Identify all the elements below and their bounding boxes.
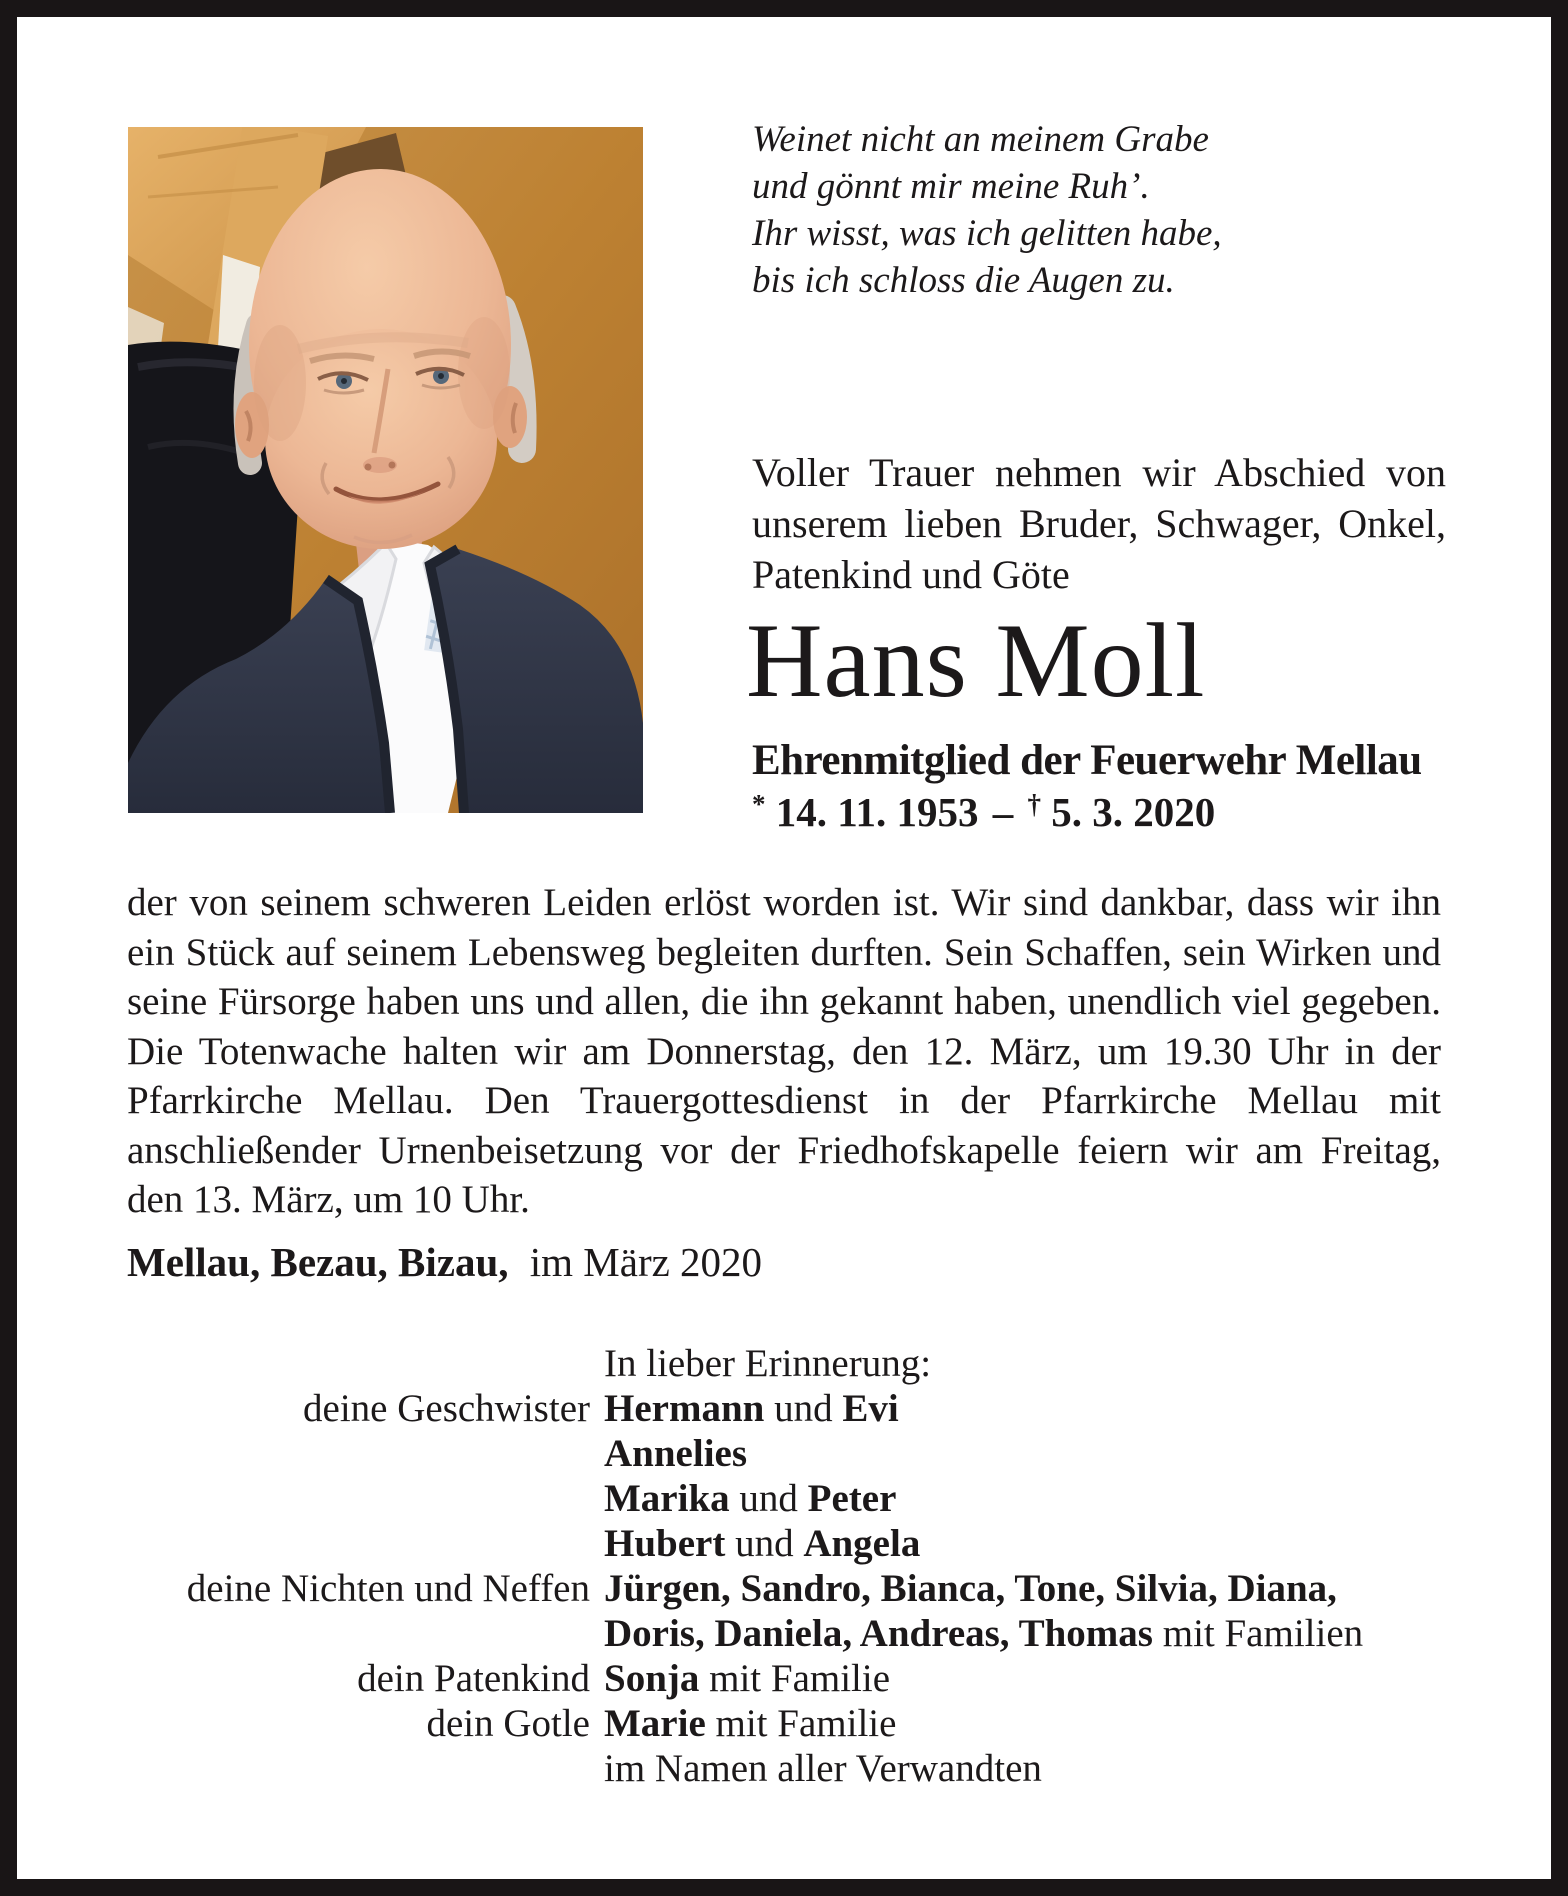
names-connector-text: und [764,1387,843,1430]
death-date: 5. 3. 2020 [1051,789,1216,835]
mourner-name: Angela [803,1522,921,1565]
remembrance-names [604,1476,1441,1521]
mourner-name: Doris, Daniela, Andreas, Thomas [604,1612,1153,1655]
remembrance-names [604,1431,1441,1476]
mourner-name: Annelies [604,1432,748,1475]
mourner-name: Peter [807,1477,897,1520]
mourner-name: Sonja [604,1657,700,1700]
remembrance-heading: In lieber Erinnerung: [604,1342,932,1385]
deceased-name: Hans Moll [746,602,1206,719]
remembrance-relation-label: dein Patenkind [357,1657,590,1700]
remembrance-names [604,1746,1441,1791]
poem-line: Ihr wisst, was ich gelitten habe, [752,213,1222,254]
remembrance-heading-spacer [127,1341,590,1386]
obituary-body: der von seinem schweren Leiden erlöst worden ist. Wir sind dankbar, dass wir ihn ein Stück auf seinem Lebensweg begleiten durften. Sein Schaffen, sein Wirken und seine Fürsorge haben uns und allen, die ihn gekannt haben, unendlich viel gegeben. Die Totenwache halten wir am Donnerstag, den 12. März, um 19.30 Uhr in der Pfarrkirche Mellau. Den Trauergottesdienst in der Pfarrkirche Mellau mit anschließender Urnenbeisetzung vor der Friedhofskapelle feiern wir am Freitag, den 13. März, um 10 Uhr. [127,881,1441,1221]
life-dates [752,788,1215,836]
honorary-title: Ehrenmitglied der Feuerwehr Mellau [752,737,1422,784]
names-connector-text: mit Familie [699,1657,891,1700]
poem-line: Weinet nicht an meinem Grabe [752,119,1209,160]
dates-separator: – [992,789,1014,835]
remembrance-names [604,1611,1441,1656]
remembrance-relation-label [127,1431,590,1476]
death-dagger-symbol: † [1027,789,1041,819]
names-connector-text: mit Familien [1152,1612,1364,1655]
remembrance-list [127,1341,1441,1791]
remembrance-relation-label [127,1476,590,1521]
mourner-name: Marika [604,1477,730,1520]
place-date: im März 2020 [529,1239,763,1285]
remembrance-relation-label [127,1746,590,1791]
remembrance-relation-label: deine Nichten und Neffen [186,1567,590,1610]
remembrance-names [604,1386,1441,1431]
portrait-photo-svg [128,127,643,813]
mourner-name: Hubert [604,1522,726,1565]
names-connector-text: im Namen aller Verwandten [604,1747,1042,1790]
names-connector-text: mit Familie [705,1702,897,1745]
remembrance-names [604,1521,1441,1566]
mourner-name: Jürgen, Sandro, Bianca, Tone, Silvia, Diana, [604,1567,1337,1610]
remembrance-relation-label [127,1521,590,1566]
remembrance-relation-label: dein Gotle [426,1702,590,1745]
poem-line: und gönnt mir meine Ruh’. [752,166,1150,207]
poem [752,116,1222,304]
birth-star-symbol: * [752,789,766,819]
names-connector-text: und [725,1522,804,1565]
mourner-name: Evi [842,1387,899,1430]
remembrance-names [604,1566,1441,1611]
place-date-line [127,1238,762,1286]
mourner-name: Hermann [604,1387,765,1430]
remembrance-relation-label [127,1611,590,1656]
remembrance-names [604,1701,1441,1746]
birth-date: 14. 11. 1953 [775,789,979,835]
remembrance-relation-label: deine Geschwister [303,1387,590,1430]
portrait-photo [128,127,643,813]
names-connector-text: und [729,1477,808,1520]
mourner-name: Marie [604,1702,706,1745]
farewell-intro: Voller Trauer nehmen wir Abschied von unserem lieben Bruder, Schwager, Onkel, Patenkind und Göte [752,450,1446,597]
remembrance-names [604,1656,1441,1701]
poem-line: bis ich schloss die Augen zu. [752,260,1175,301]
place-names: Mellau, Bezau, Bizau, [127,1239,509,1285]
